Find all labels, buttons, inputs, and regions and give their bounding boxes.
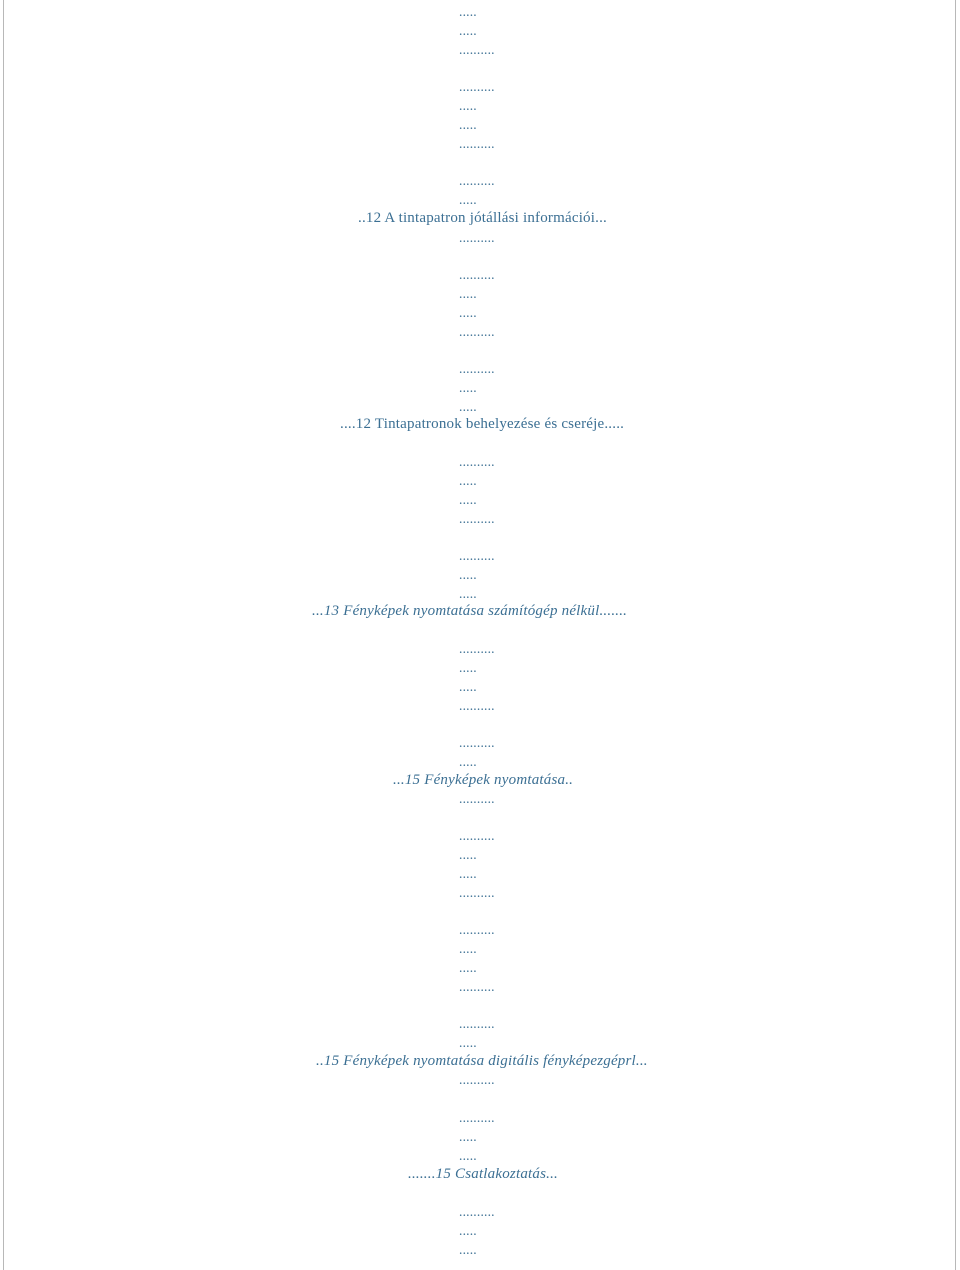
dot-leader-line: ..........: [459, 1072, 495, 1087]
dot-leader-line: .....: [459, 1035, 477, 1050]
dot-leader-line: .....: [459, 1242, 477, 1257]
dot-leader-line: ..........: [459, 454, 495, 469]
dot-leader-line: .....: [459, 1129, 477, 1144]
dot-leader-line: .....: [459, 754, 477, 769]
dot-leader-line: .....: [459, 305, 477, 320]
dot-leader-line: .....: [459, 1148, 477, 1163]
dot-leader-line: ..........: [459, 1204, 495, 1219]
dot-leader-line: .....: [459, 567, 477, 582]
dot-leader-line: ..........: [459, 79, 495, 94]
dot-leader-line: .....: [459, 98, 477, 113]
dot-leader-line: ..........: [459, 828, 495, 843]
dot-leader-line: .....: [459, 1223, 477, 1238]
dot-leader-line: ..........: [459, 641, 495, 656]
dot-leader-line: .....: [459, 192, 477, 207]
dot-leader-line: ..........: [459, 324, 495, 339]
dot-leader-line: ..........: [459, 1016, 495, 1031]
dot-leader-line: ..........: [459, 922, 495, 937]
dot-leader-line: ..........: [459, 511, 495, 526]
dot-leader-line: ..........: [459, 42, 495, 57]
toc-entry-tintapatronok-behelyezese: ....12 Tintapatronok behelyezése és cseréje.....: [340, 416, 625, 432]
toc-entry-tintapatron-jotallasi: ..12 A tintapatron jótállási információi...: [358, 210, 607, 226]
page-border-right: [955, 0, 956, 1270]
dot-leader-line: ..........: [459, 1110, 495, 1125]
dot-leader-line: ..........: [459, 230, 495, 245]
dot-leader-line: .....: [459, 847, 477, 862]
dot-leader-line: ..........: [459, 136, 495, 151]
dot-leader-line: ..........: [459, 698, 495, 713]
dot-leader-line: .....: [459, 117, 477, 132]
dot-leader-line: ..........: [459, 548, 495, 563]
dot-leader-line: .....: [459, 679, 477, 694]
dot-leader-line: .....: [459, 660, 477, 675]
dot-leader-line: ..........: [459, 979, 495, 994]
dot-leader-line: ..........: [459, 173, 495, 188]
dot-leader-line: ..........: [459, 791, 495, 806]
toc-entry-fenykepek-nyomtatasa: ...15 Fényképek nyomtatása..: [393, 772, 574, 788]
toc-entry-csatlakoztatas: .......15 Csatlakoztatás...: [408, 1166, 558, 1182]
dot-leader-line: ..........: [459, 735, 495, 750]
dot-leader-line: .....: [459, 960, 477, 975]
dot-leader-line: .....: [459, 492, 477, 507]
dot-leader-line: ..........: [459, 885, 495, 900]
dot-leader-line: .....: [459, 23, 477, 38]
dot-leader-line: .....: [459, 473, 477, 488]
dot-leader-line: .....: [459, 586, 477, 601]
toc-entry-fenykepek-digitalis-fenykepezogeprol: ..15 Fényképek nyomtatása digitális fényképezgéprl...: [316, 1053, 648, 1069]
page-border-left: [3, 0, 4, 1270]
dot-leader-line: .....: [459, 380, 477, 395]
dot-leader-line: .....: [459, 4, 477, 19]
dot-leader-line: .....: [459, 866, 477, 881]
dot-leader-line: ..........: [459, 361, 495, 376]
dot-leader-line: .....: [459, 399, 477, 414]
toc-entry-fenykepek-szamitogep-nelkul: ...13 Fényképek nyomtatása számítógép nélkül.......: [312, 603, 628, 619]
dot-leader-line: ..........: [459, 267, 495, 282]
dot-leader-line: .....: [459, 941, 477, 956]
dot-leader-line: .....: [459, 286, 477, 301]
